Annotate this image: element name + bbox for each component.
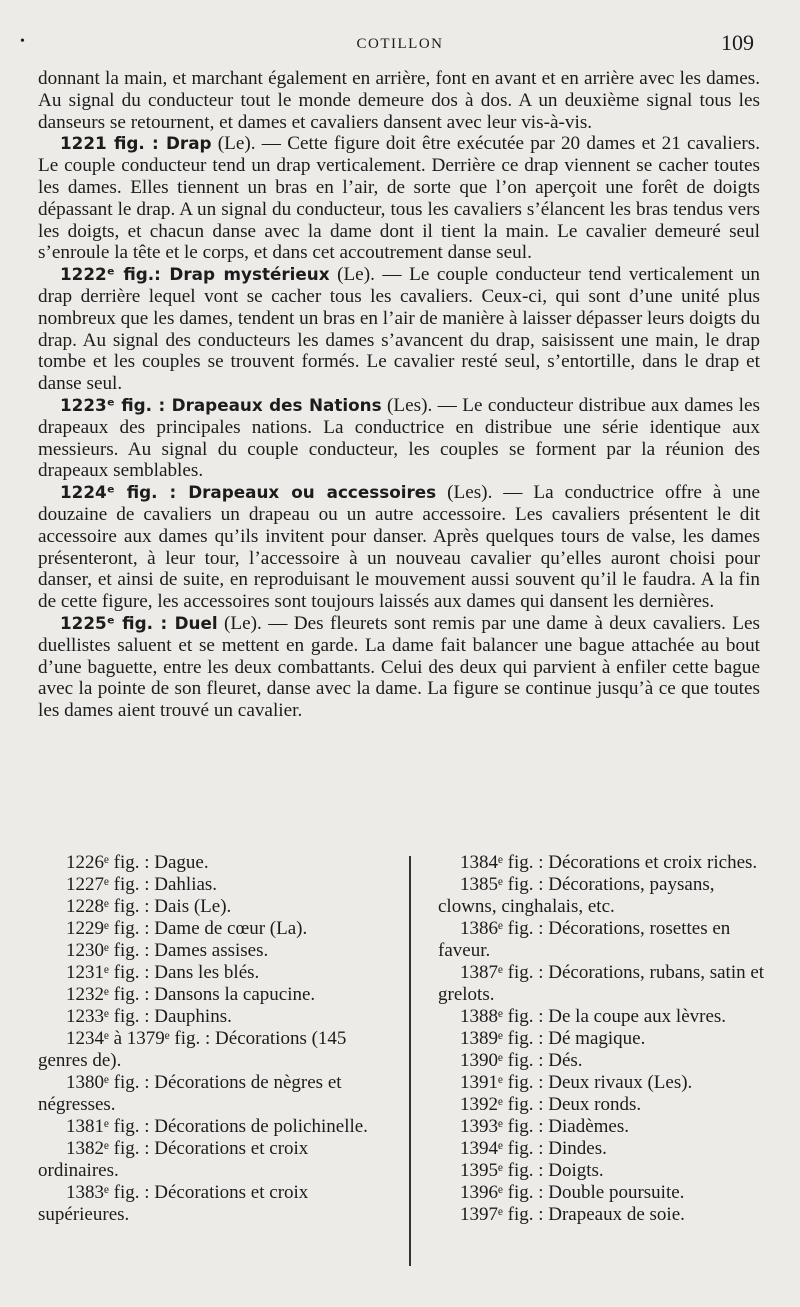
index-entry: 1228ᵉ fig. : Dais (Le). xyxy=(66,896,232,917)
index-entry: 1382ᵉ fig. : Décorations et croix ordinaires. xyxy=(38,1138,309,1181)
entry-1221 xyxy=(38,133,760,264)
paragraph xyxy=(38,68,760,133)
entry-heading: 1225ᵉ fig. : Duel xyxy=(60,612,218,633)
entry-text: (Le). — Des fleurets sont remis par une dame à deux cavaliers. Les duellistes saluent et se mettent en garde. La dame fait balancer une bague attachée au bout d’une baguette, entre les deux combattants. Celui des deux qui parvient à enfiler cette bague avec la pointe de son fleuret, danse avec la dame. La figure se continue jusqu’à ce que toutes les dames aient trouvé un cavalier. xyxy=(38,612,760,722)
index-entry: 1392ᵉ fig. : Deux ronds. xyxy=(460,1094,642,1115)
entry-text: (Le). — Le couple conducteur tend verticalement un drap derrière lequel vont se cacher tous les cavaliers. Ceux-ci, qui sont d’une unité plus nombreux que les dames, tendent un bras en l’air de manière à laisser dépasser leurs doigts du drap. Au signal des conducteurs les dames s’avancent du drap, saisissent une main, le drap tombe et les couples se trouvent formés. Le cavalier resté seul, s’entortille, dans le drap et danse seul. xyxy=(38,264,761,395)
margin-mark: • xyxy=(20,34,25,49)
index-entry: 1380ᵉ fig. : Décorations de nègres et négresses. xyxy=(38,1072,342,1115)
entry-text: (Les). — Le conducteur distribue aux dames les drapeaux des principales nations. La conductrice en distribue une série identique aux messieurs. Au signal du couple conducteur, les couples se forment par la réunion des drapeaux semblables. xyxy=(38,394,760,482)
index-entry: 1384ᵉ fig. : Décorations et croix riches. xyxy=(460,852,758,873)
index-entry: 1381ᵉ fig. : Décorations de polichinelle. xyxy=(66,1116,368,1137)
entry-heading: 1222ᵉ fig.: Drap mystérieux xyxy=(60,264,330,285)
index-entry: 1389ᵉ fig. : Dé magique. xyxy=(460,1028,646,1049)
entry-1223 xyxy=(38,395,760,482)
entry-1225 xyxy=(38,613,760,722)
entry-1224 xyxy=(38,482,760,613)
index-entry: 1387ᵉ fig. : Décorations, rubans, satin et grelots. xyxy=(438,962,765,1005)
index-entry: 1233ᵉ fig. : Dauphins. xyxy=(66,1006,232,1027)
index-entry: 1390ᵉ fig. : Dés. xyxy=(460,1050,583,1071)
entry-text: (Le). — Cette figure doit être exécutée par 20 dames et 21 cavaliers. Le couple conducteur tend un drap verticalement. Derrière ce drap viennent se cacher toutes les dames. Elles tiennent un bras en l’air, de sorte que l’on aperçoit une forêt de doigts dépassant le drap. A un signal du conducteur, tous les cavaliers s’élancent les bras tendus vers les doigts, et chacun danse avec la dame dont il tient la main. Le cavalier demeuré seul s’enroule la tête et le corps, et dans cet accoutrement danse seul. xyxy=(38,133,761,264)
index-entry: 1395ᵉ fig. : Doigts. xyxy=(460,1160,604,1181)
index-entry: 1394ᵉ fig. : Dindes. xyxy=(460,1138,607,1159)
index-entry: 1234ᵉ à 1379ᵉ fig. : Décorations (145 genres de). xyxy=(38,1028,347,1071)
running-title: COTILLON xyxy=(356,36,444,52)
column-divider xyxy=(409,856,411,1266)
index-entry: 1396ᵉ fig. : Double poursuite. xyxy=(460,1182,685,1203)
index-entry: 1393ᵉ fig. : Diadèmes. xyxy=(460,1116,629,1137)
entry-heading: 1224ᵉ fig. : Drapeaux ou accessoires xyxy=(60,482,437,503)
page-header xyxy=(0,30,800,60)
index-entry: 1232ᵉ fig. : Dansons la capucine. xyxy=(66,984,316,1005)
figure-index-columns xyxy=(38,852,768,1272)
entry-heading: 1221 fig. : Drap xyxy=(60,133,212,154)
right-column xyxy=(438,852,768,1226)
entry-text: donnant la main, et marchant également en arrière, font en avant et en arrière avec les dames. Au signal du conducteur tout le monde demeure dos à dos. A un deuxième signal tous les danseurs se retournent, et dames et cavaliers dansent avec leur vis-à-vis. xyxy=(38,68,760,133)
index-entry: 1229ᵉ fig. : Dame de cœur (La). xyxy=(66,918,308,939)
index-entry: 1386ᵉ fig. : Décorations, rosettes en faveur. xyxy=(438,918,731,961)
index-entry: 1391ᵉ fig. : Deux rivaux (Les). xyxy=(460,1072,693,1093)
index-entry: 1230ᵉ fig. : Dames assises. xyxy=(66,940,269,961)
index-entry: 1227ᵉ fig. : Dahlias. xyxy=(66,874,218,895)
entry-heading: 1223ᵉ fig. : Drapeaux des Nations xyxy=(60,394,382,415)
entry-1222 xyxy=(38,264,760,395)
page-number: 109 xyxy=(721,30,754,55)
left-column xyxy=(38,852,388,1226)
index-entry: 1231ᵉ fig. : Dans les blés. xyxy=(66,962,260,983)
index-entry: 1397ᵉ fig. : Drapeaux de soie. xyxy=(460,1204,685,1225)
main-text xyxy=(38,68,760,722)
entry-text: (Les). — La conductrice offre à une douzaine de cavaliers un drapeau ou un autre accessoire. Les cavaliers présentent le dit accessoire aux dames qu’ils invitent pour danser. Après quelques tours de valse, les dames présenteront, à leur tour, l’accessoire à un nouveau cavalier qu’elles auront choisi pour danser, et ainsi de suite, en reproduisant le mouvement aussi souvent qu’il le faudra. A la fin de cette figure, les accessoires sont toujours laissés aux dames qui dansent les dernières. xyxy=(38,482,760,613)
index-entry: 1226ᵉ fig. : Dague. xyxy=(66,852,209,873)
index-entry: 1383ᵉ fig. : Décorations et croix supérieures. xyxy=(38,1182,309,1225)
index-entry: 1385ᵉ fig. : Décorations, paysans, clowns, cinghalais, etc. xyxy=(438,874,715,917)
index-entry: 1388ᵉ fig. : De la coupe aux lèvres. xyxy=(460,1006,727,1027)
